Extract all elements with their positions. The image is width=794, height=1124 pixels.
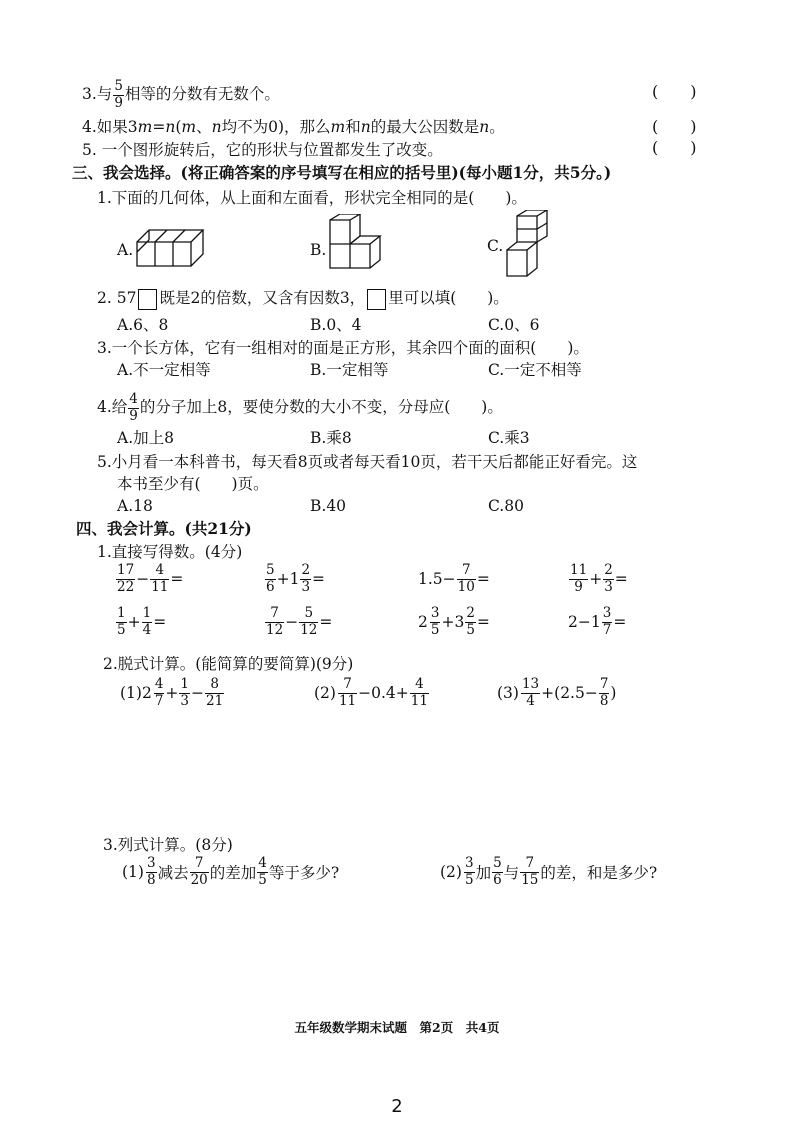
section-4-title: 四、我会计算。(共21分): [76, 519, 252, 538]
mental-calc[interactable]: $\frac{5}{6}$ +1 $\frac{2}{3}$ =: [266, 562, 326, 595]
section-3-title: 三、我会选择。(将正确答案的序号填写在相应的括号里)(每小题1分，共5分。): [72, 163, 612, 182]
digit-box[interactable]: [367, 289, 386, 310]
cube-figure-c: [505, 210, 555, 278]
judge-item-3: 3.与 $\frac{5}{9}$ 相等的分数有无数个。: [82, 78, 280, 111]
judge-item-4: 4.如果3m=n(m、n均不为0)，那么m和n的最大公因数是n。: [82, 118, 505, 136]
choice-q5-line1: 5.小月看一本科普书，每天看8页或者每天看10页，若干天后都能正好看完。这: [97, 453, 638, 471]
step-calc-2[interactable]: (2) $\frac{7}{11}$ −0.4+ $\frac{4}{11}$: [314, 676, 428, 709]
fraction: $\frac{4}{9}$: [129, 391, 138, 424]
answer-paren[interactable]: ( ): [652, 138, 697, 157]
answer-paren[interactable]: ( ): [652, 82, 697, 101]
option-a[interactable]: A.加上8: [117, 429, 174, 447]
option-a-label[interactable]: A.: [117, 241, 134, 259]
option-c-label[interactable]: C.: [487, 237, 504, 255]
option-b[interactable]: B.40: [310, 497, 347, 515]
word-calc-2[interactable]: (2) $\frac{3}{5}$ 加 $\frac{5}{6}$ 与 $\frac{7}{15}$ 的差，和是多少?: [440, 855, 658, 888]
step-calc-1[interactable]: (1)2 $\frac{4}{7}$ + $\frac{1}{3}$ − $\frac{8}{21}$: [120, 676, 224, 709]
option-b[interactable]: B.一定相等: [310, 361, 389, 379]
option-b[interactable]: B.0、4: [310, 316, 362, 334]
cube-figure-a: [133, 222, 213, 268]
option-b-label[interactable]: B.: [310, 241, 327, 259]
choice-q1: 1.下面的几何体，从上面和左面看，形状完全相同的是( )。: [97, 189, 527, 207]
option-c[interactable]: C.0、6: [488, 316, 540, 334]
mental-calc[interactable]: 2−1 $\frac{3}{7}$ =: [568, 605, 627, 638]
calc-part-2-title: 2.脱式计算。(能简算的要简算)(9分): [103, 655, 354, 673]
mental-calc[interactable]: 2 $\frac{3}{5}$ +3 $\frac{2}{5}$ =: [418, 605, 490, 638]
choice-q3: 3.一个长方体，它有一组相对的面是正方形，其余四个面的面积( )。: [97, 339, 589, 357]
fraction: $\frac{5}{9}$: [114, 78, 123, 111]
choice-q5-line2: 本书至少有( )页。: [117, 475, 269, 493]
cube-figure-b: [326, 214, 386, 270]
option-a[interactable]: A.不一定相等: [117, 361, 211, 379]
judge-item-5: 5. 一个图形旋转后，它的形状与位置都发生了改变。: [82, 141, 443, 159]
calc-part-3-title: 3.列式计算。(8分): [103, 836, 233, 854]
option-a[interactable]: A.18: [117, 497, 153, 515]
mental-calc[interactable]: $\frac{11}{9}$ + $\frac{2}{3}$ =: [570, 562, 628, 595]
mental-calc[interactable]: 1.5− $\frac{7}{10}$ =: [418, 562, 490, 595]
option-a[interactable]: A.6、8: [117, 316, 169, 334]
word-calc-1[interactable]: (1) $\frac{3}{8}$ 减去 $\frac{7}{20}$ 的差加 $\frac{4}{5}$ 等于多少?: [122, 855, 340, 888]
choice-q2: 2. 57 既是2的倍数，又含有因数3， 里可以填( )。: [97, 288, 509, 310]
digit-box[interactable]: [138, 289, 157, 310]
page-footer: 五年级数学期末试题 第2页 共4页: [294, 1020, 500, 1035]
option-c[interactable]: C.一定不相等: [488, 361, 582, 379]
answer-paren[interactable]: ( ): [652, 117, 697, 136]
page-number: 2: [391, 1096, 403, 1117]
mental-calc[interactable]: $\frac{17}{22}$ − $\frac{4}{11}$ =: [117, 562, 184, 595]
step-calc-3[interactable]: (3) $\frac{13}{4}$ +(2.5− $\frac{7}{8}$ ): [497, 676, 617, 709]
option-c[interactable]: C.乘3: [488, 429, 530, 447]
choice-q4: 4.给 $\frac{4}{9}$ 的分子加上8，要使分数的大小不变，分母应( )。: [97, 391, 503, 424]
mental-calc[interactable]: $\frac{1}{5}$ + $\frac{1}{4}$ =: [117, 605, 167, 638]
option-c[interactable]: C.80: [488, 497, 524, 515]
calc-part-1-title: 1.直接写得数。(4分): [97, 543, 243, 561]
mental-calc[interactable]: $\frac{7}{12}$ − $\frac{5}{12}$ =: [266, 605, 333, 638]
option-b[interactable]: B.乘8: [310, 429, 352, 447]
